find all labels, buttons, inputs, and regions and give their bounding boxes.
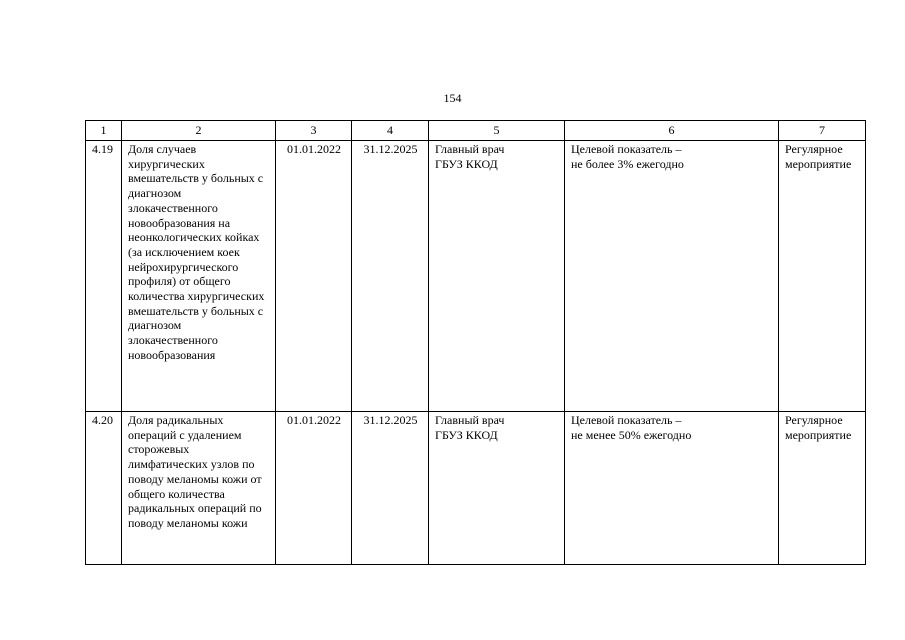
- type-cell: [779, 141, 866, 412]
- row-number: 4.20: [86, 412, 122, 565]
- target-cell: [565, 141, 779, 412]
- end-date: 31.12.2025: [352, 141, 429, 412]
- target-value: не более 3% ежегодно: [571, 156, 684, 171]
- header-cell-3: 3: [276, 121, 352, 141]
- header-cell-1: 1: [86, 121, 122, 141]
- header-cell-5: 5: [429, 121, 565, 141]
- type-line-1: Регулярное: [785, 413, 843, 427]
- end-date: 31.12.2025: [352, 412, 429, 565]
- type-line-2: мероприятие: [785, 156, 852, 171]
- plan-table: [85, 120, 866, 565]
- responsible-organization: ГБУЗ ККОД: [435, 427, 498, 442]
- header-cell-7: 7: [779, 121, 866, 141]
- header-cell-6: 6: [565, 121, 779, 141]
- row-number: 4.19: [86, 141, 122, 412]
- table-row: [86, 412, 866, 565]
- indicator-text: Доля радикальных операций с удалением сторожевых лимфатических узлов по поводу меланомы кожи от общего количества радикальных операций по поводу меланомы кожи: [122, 412, 276, 565]
- responsible-cell: [429, 412, 565, 565]
- page-number: 154: [443, 91, 462, 105]
- responsible-cell: [429, 141, 565, 412]
- start-date: 01.01.2022: [276, 141, 352, 412]
- responsible-position: Главный врач: [435, 142, 505, 156]
- type-line-1: Регулярное: [785, 142, 843, 156]
- header-cell-2: 2: [122, 121, 276, 141]
- target-cell: [565, 412, 779, 565]
- start-date: 01.01.2022: [276, 412, 352, 565]
- header-cell-4: 4: [352, 121, 429, 141]
- type-line-2: мероприятие: [785, 427, 852, 442]
- responsible-position: Главный врач: [435, 413, 505, 427]
- target-label: Целевой показатель –: [571, 413, 682, 427]
- indicator-text: Доля случаев хирургических вмешательств у больных с диагнозом злокачественного новообразования на неонкологических койках (за исключением коек нейрохирургического профиля) от общего количества хирургических вмешательств у больных с диагнозом злокачественного новообразования: [122, 141, 276, 412]
- type-cell: [779, 412, 866, 565]
- table-row: [86, 141, 866, 412]
- responsible-organization: ГБУЗ ККОД: [435, 156, 498, 171]
- target-value: не менее 50% ежегодно: [571, 427, 692, 442]
- table-header-row: [86, 121, 866, 141]
- target-label: Целевой показатель –: [571, 142, 682, 156]
